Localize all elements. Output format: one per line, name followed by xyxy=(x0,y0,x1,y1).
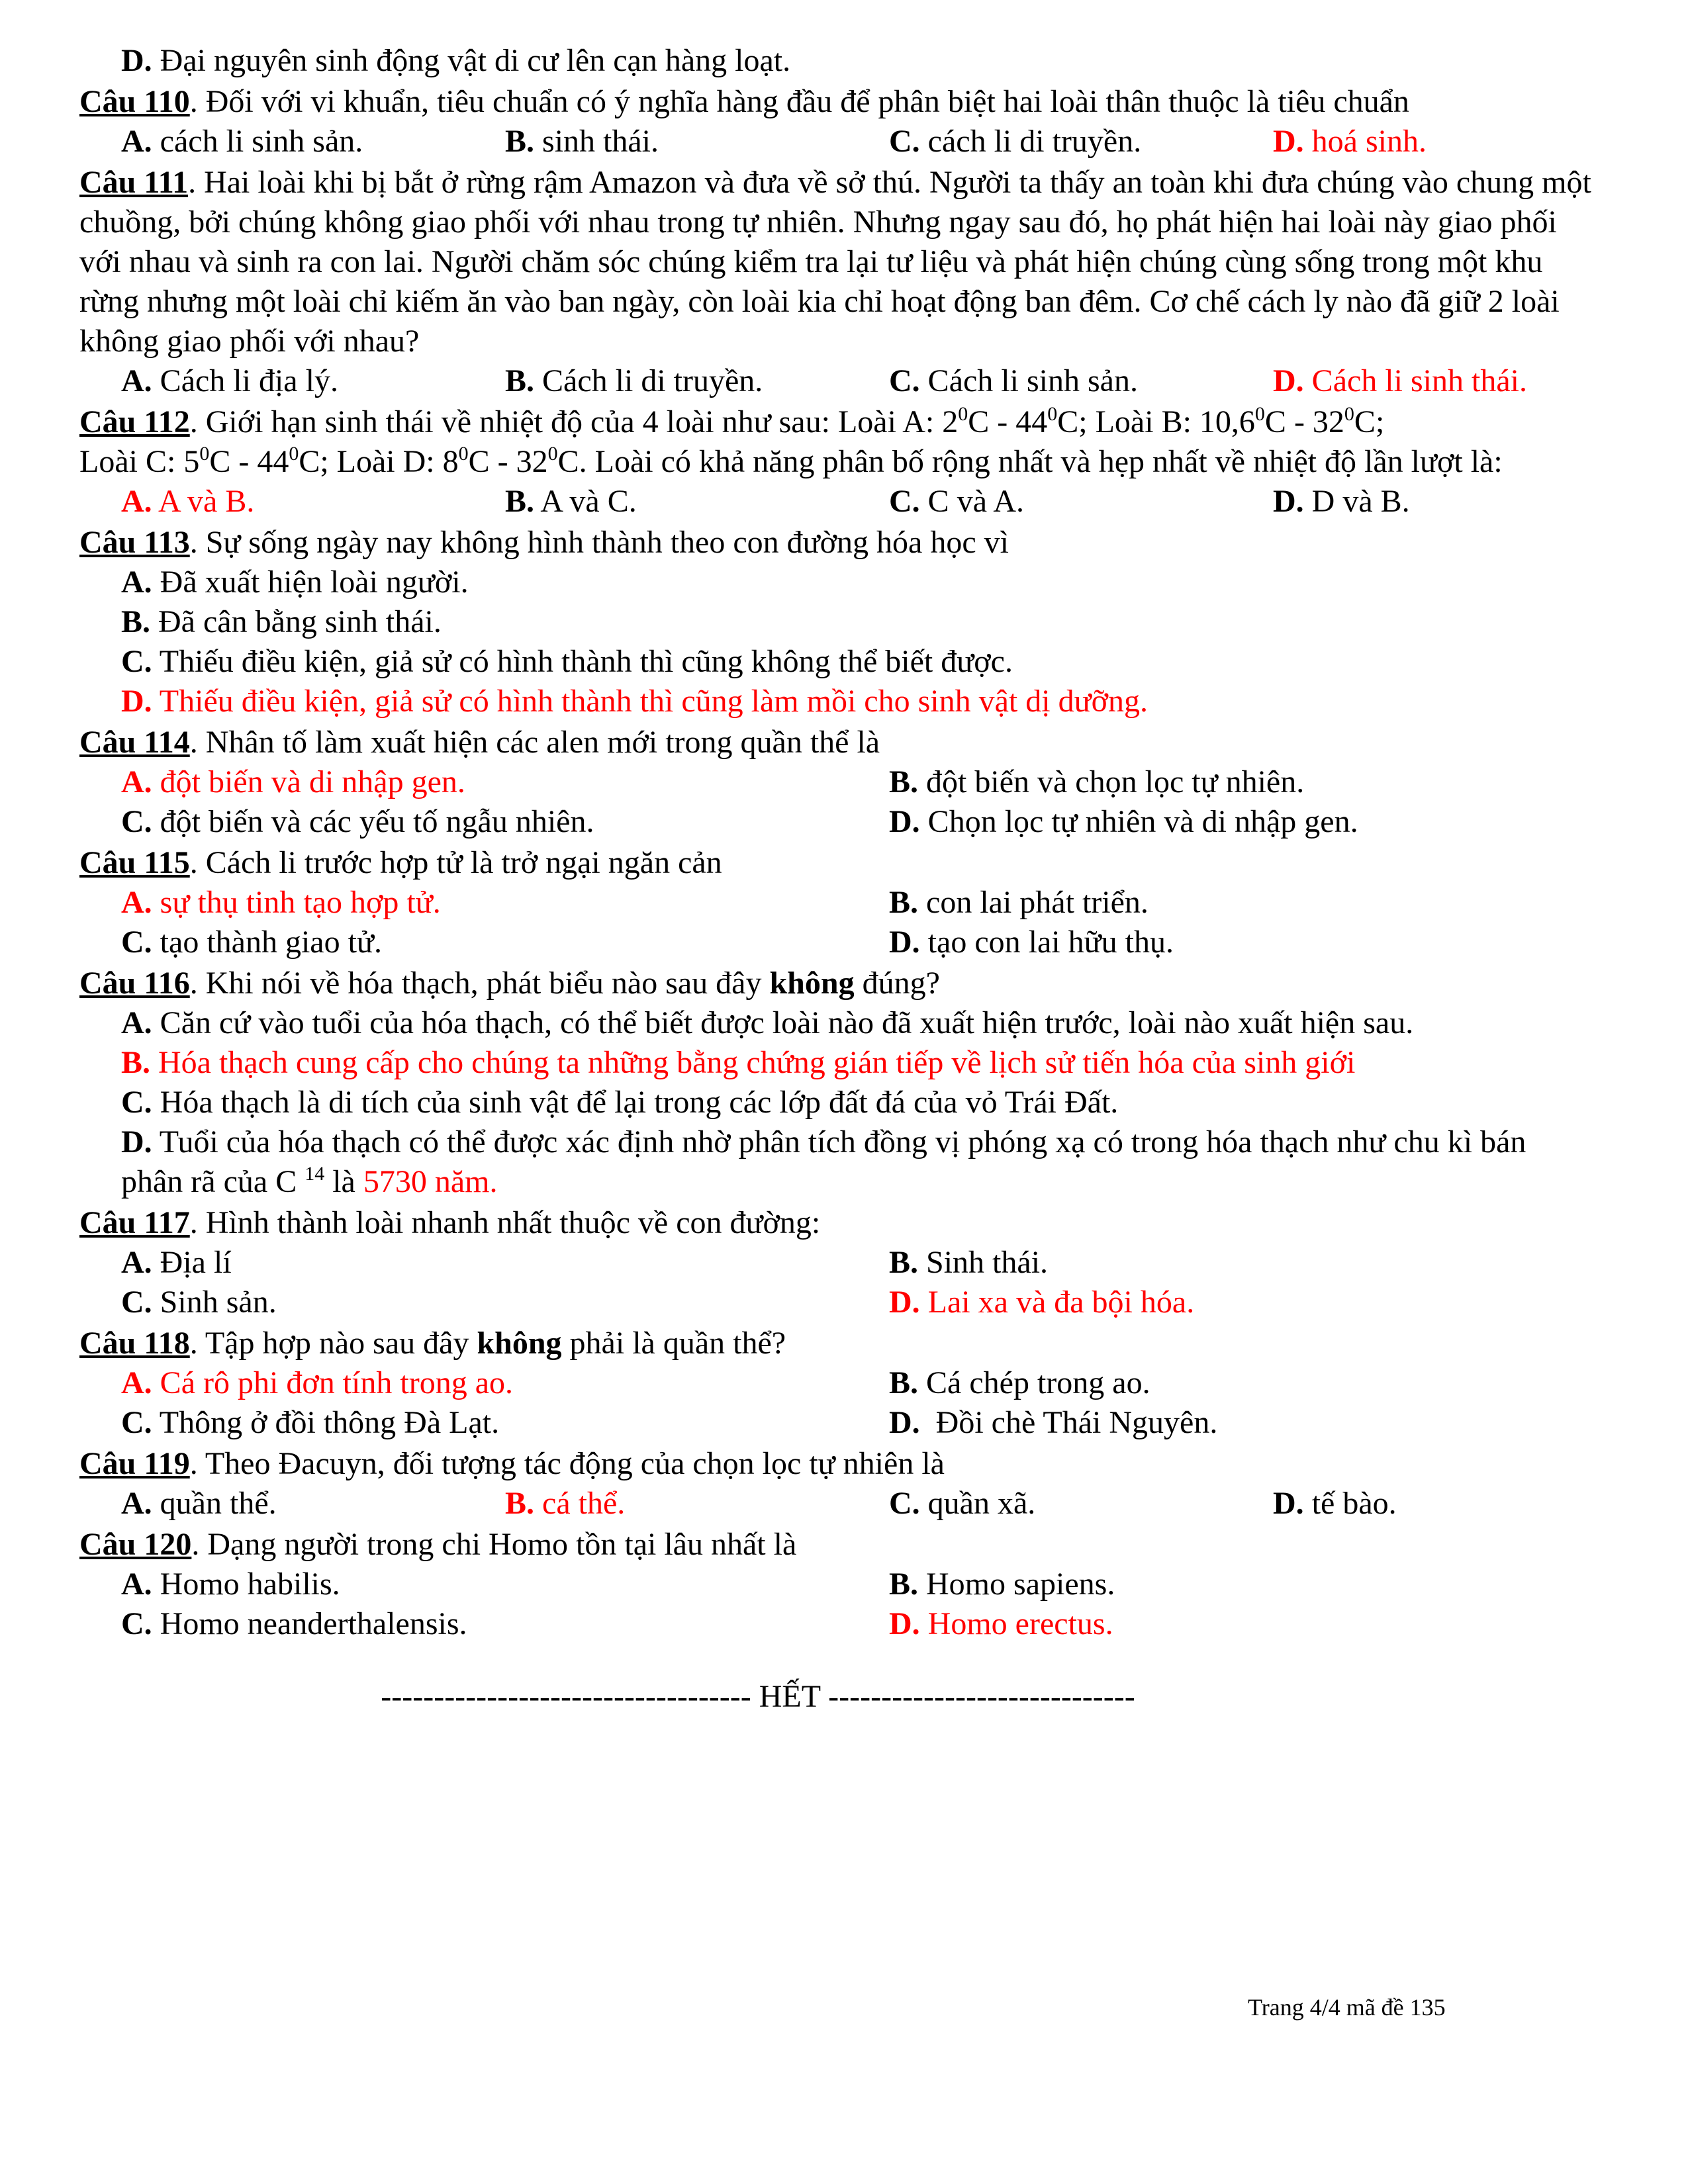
options-118-row1 xyxy=(79,1363,1595,1403)
option-c: C. Thông ở đồi thông Đà Lạt. xyxy=(121,1405,500,1440)
option-d: D. D và B. xyxy=(1273,484,1410,519)
option-d: D. Chọn lọc tự nhiên và di nhập gen. xyxy=(889,804,1358,839)
question-116: Câu 116. Khi nói về hóa thạch, phát biểu nào sau đây không đúng? xyxy=(79,966,940,1001)
option-a: A. Địa lí xyxy=(121,1245,232,1280)
options-110 xyxy=(79,122,1595,161)
option-a-correct: A. Cá rô phi đơn tính trong ao. xyxy=(121,1365,513,1400)
question-119: Câu 119. Theo Đacuyn, đối tượng tác động của chọn lọc tự nhiên là xyxy=(79,1446,945,1481)
option-d-correct: D. Thiếu điều kiện, giả sử có hình thành thì cũng làm mồi cho sinh vật dị dưỡng. xyxy=(121,684,1148,719)
question-113: Câu 113. Sự sống ngày nay không hình thành theo con đường hóa học vì xyxy=(79,525,1009,560)
option-a: A. quần thể. xyxy=(121,1486,277,1521)
question-112-cont: Loài C: $5^0C - 44^0C$; Loài D: $8^0C - 32^0C$. Loài có khả năng phân bố rộng nhất và hẹp nhất về nhiệt độ lần lượt là: xyxy=(79,443,1503,479)
option-c: C. đột biến và các yếu tố ngẫu nhiên. xyxy=(121,804,594,839)
option-d: D. Tuổi của hóa thạch có thể được xác định nhờ phân tích đồng vị phóng xạ có trong hóa thạch như chu kì bán phân rã của C $^{14}$ là 5730 năm. xyxy=(121,1124,1526,1199)
page-footer: Trang 4/4 mã đề 135 xyxy=(1248,1994,1446,2021)
options-120-row2 xyxy=(79,1604,1595,1644)
option-a: A. cách li sinh sản. xyxy=(121,124,363,159)
option-b: B. A và C. xyxy=(505,484,637,519)
option-b-correct: B. cá thể. xyxy=(505,1486,626,1521)
options-115-row2 xyxy=(79,923,1595,962)
option-a: A. Homo habilis. xyxy=(121,1567,340,1602)
question-111: Câu 111. Hai loài khi bị bắt ở rừng rậm Amazon và đưa về sở thú. Người ta thấy an toàn khi đưa chúng vào chung một chuồng, bởi chúng không giao phối với nhau trong tự nhiên. Nhưng ngay sau đó, họ phát hiện hai loài này giao phối với nhau và sinh ra con lai. Người chăm sóc chúng kiểm tra lại tư liệu và phát hiện chúng cùng sống trong một khu rừng nhưng một loài chỉ kiếm ăn vào ban ngày, còn loài kia chỉ hoạt động ban đêm. Cơ chế cách ly nào đã giữ 2 loài không giao phối với nhau? xyxy=(79,165,1591,359)
options-117-row1 xyxy=(79,1243,1595,1283)
option-d-correct: D. Lai xa và đa bội hóa. xyxy=(889,1285,1195,1320)
option-d: D. tạo con lai hữu thụ. xyxy=(889,925,1174,960)
option-d-correct: D. Cách li sinh thái. xyxy=(1273,363,1527,398)
option-d-prev: D. Đại nguyên sinh động vật di cư lên cạn hàng loạt. xyxy=(121,43,791,78)
option-a: A. Cách li địa lý. xyxy=(121,363,338,398)
option-c: C. quần xã. xyxy=(889,1486,1036,1521)
option-d-correct: D. Homo erectus. xyxy=(889,1606,1113,1641)
option-d: D. tế bào. xyxy=(1273,1486,1397,1521)
option-c: C. Homo neanderthalensis. xyxy=(121,1606,467,1641)
question-115: Câu 115. Cách li trước hợp tử là trở ngại ngăn cản xyxy=(79,845,722,880)
option-b: B. sinh thái. xyxy=(505,124,659,159)
option-c: C. Cách li sinh sản. xyxy=(889,363,1138,398)
option-c: C. Thiếu điều kiện, giả sử có hình thành thì cũng không thể biết được. xyxy=(121,644,1013,679)
option-b: B. Cách li di truyền. xyxy=(505,363,763,398)
option-d-correct: D. hoá sinh. xyxy=(1273,124,1427,159)
option-c: C. cách li di truyền. xyxy=(889,124,1142,159)
options-115-row1 xyxy=(79,883,1595,923)
end-marker: ----------------------------------- HẾT ----------------------------- xyxy=(381,1679,1135,1714)
options-114-row1 xyxy=(79,762,1595,802)
options-111 xyxy=(79,361,1595,401)
option-a-correct: A. A và B. xyxy=(121,484,255,519)
option-a: A. Đã xuất hiện loài người. xyxy=(121,565,469,600)
options-118-row2 xyxy=(79,1403,1595,1443)
option-c: C. Sinh sản. xyxy=(121,1285,277,1320)
option-b-correct: B. Hóa thạch cung cấp cho chúng ta những bằng chứng gián tiếp về lịch sử tiến hóa của sinh giới xyxy=(121,1045,1356,1080)
option-b: B. Sinh thái. xyxy=(889,1245,1049,1280)
option-c: C. Hóa thạch là di tích của sinh vật để lại trong các lớp đất đá của vỏ Trái Đất. xyxy=(121,1085,1119,1120)
question-120: Câu 120. Dạng người trong chi Homo tồn tại lâu nhất là xyxy=(79,1527,797,1562)
question-114: Câu 114. Nhân tố làm xuất hiện các alen mới trong quần thể là xyxy=(79,725,880,760)
options-120-row1 xyxy=(79,1565,1595,1604)
options-119 xyxy=(79,1484,1595,1524)
option-c: C. C và A. xyxy=(889,484,1025,519)
option-b: B. Đã cân bằng sinh thái. xyxy=(121,604,442,639)
option-b: B. Homo sapiens. xyxy=(889,1567,1115,1602)
option-a: A. Căn cứ vào tuổi của hóa thạch, có thể biết được loài nào đã xuất hiện trước, loài nào xuất hiện sau. xyxy=(121,1005,1414,1040)
options-112 xyxy=(79,482,1595,522)
option-c: C. tạo thành giao tử. xyxy=(121,925,382,960)
option-a-correct: A. đột biến và di nhập gen. xyxy=(121,764,465,799)
exam-page xyxy=(79,41,1595,1717)
option-a-correct: A. sự thụ tinh tạo hợp tử. xyxy=(121,885,441,920)
option-d: D. Đồi chè Thái Nguyên. xyxy=(889,1405,1218,1440)
options-114-row2 xyxy=(79,802,1595,842)
option-b: B. đột biến và chọn lọc tự nhiên. xyxy=(889,764,1305,799)
question-110: Câu 110. Đối với vi khuẩn, tiêu chuẩn có ý nghĩa hàng đầu để phân biệt hai loài thân thuộc là tiêu chuẩn xyxy=(79,84,1409,119)
question-112: Câu 112. Giới hạn sinh thái về nhiệt độ của 4 loài như sau: Loài A: $2^0C - 44^0C$; Loài B: $10,6^0C - 32^0C$; xyxy=(79,403,1385,439)
option-b: B. con lai phát triển. xyxy=(889,885,1149,920)
option-b: B. Cá chép trong ao. xyxy=(889,1365,1150,1400)
question-118: Câu 118. Tập hợp nào sau đây không phải là quần thể? xyxy=(79,1326,786,1361)
options-117-row2 xyxy=(79,1283,1595,1322)
question-117: Câu 117. Hình thành loài nhanh nhất thuộc về con đường: xyxy=(79,1205,821,1240)
